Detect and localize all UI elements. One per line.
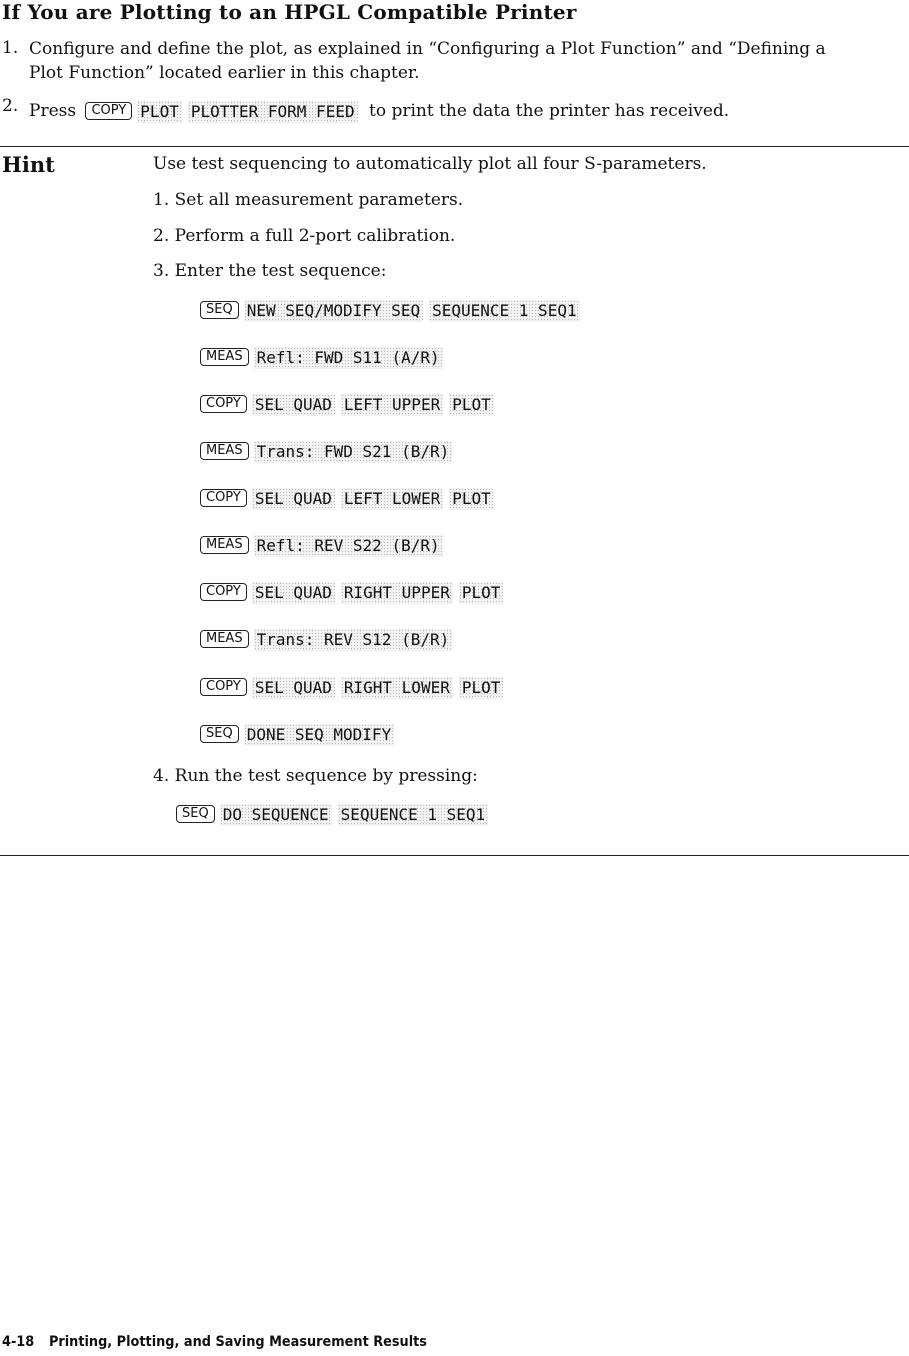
sequence-line [200, 629, 458, 651]
sequence-line [200, 582, 509, 604]
softkey-do-sequence: DO SEQUENCE [220, 804, 332, 826]
seq-key: SEQ [200, 725, 239, 743]
softkey: SEL QUAD [252, 677, 335, 699]
softkey: SEL QUAD [252, 582, 335, 604]
softkey: LEFT LOWER [341, 488, 443, 510]
softkey: PLOT [449, 488, 494, 510]
hint-top-rule [0, 146, 909, 147]
softkey: PLOT [459, 582, 504, 604]
softkey: DONE SEQ MODIFY [244, 724, 395, 746]
sequence-line [200, 300, 586, 322]
hint-step-3-number: 3. [153, 261, 170, 281]
step-2-text [29, 99, 729, 123]
softkey: RIGHT UPPER [341, 582, 453, 604]
softkey-plotter-form-feed: PLOTTER FORM FEED [188, 101, 358, 123]
meas-key: MEAS [200, 536, 249, 554]
hint-bottom-rule [0, 855, 909, 856]
softkey: PLOT [459, 677, 504, 699]
hint-step-3-text: Enter the test sequence: [174, 261, 387, 281]
softkey: NEW SEQ/MODIFY SEQ [244, 300, 423, 322]
softkey-plot: PLOT [137, 101, 182, 123]
hint-step-4-number: 4. [153, 766, 170, 786]
sequence-line [200, 394, 500, 416]
sequence-line [200, 441, 458, 463]
softkey: Refl: FWD S11 (A/R) [254, 347, 443, 369]
hint-step-2-text: Perform a full 2-port calibration. [174, 226, 456, 246]
softkey: SEL QUAD [252, 394, 335, 416]
copy-key: COPY [200, 583, 247, 601]
softkey: SEQUENCE 1 SEQ1 [429, 300, 580, 322]
softkey: SEL QUAD [252, 488, 335, 510]
hint-step-1-text: Set all measurement parameters. [174, 190, 464, 210]
meas-key: MEAS [200, 630, 249, 648]
step-2-number: 2. [2, 96, 19, 116]
chapter-title: Printing, Plotting, and Saving Measurement Results [48, 1334, 427, 1350]
hint-label: Hint [2, 152, 55, 177]
step-2-prefix: Press [29, 101, 77, 121]
step-1-text [29, 37, 826, 85]
copy-key: COPY [200, 489, 247, 507]
sequence-line [200, 677, 509, 699]
copy-key: COPY [200, 678, 247, 696]
copy-key: COPY [85, 102, 132, 120]
softkey: PLOT [449, 394, 494, 416]
softkey-sequence-1-seq1: SEQUENCE 1 SEQ1 [338, 804, 489, 826]
softkey: Trans: FWD S21 (B/R) [254, 441, 453, 463]
seq-key: SEQ [176, 805, 215, 823]
page-footer [2, 1334, 427, 1350]
hint-step-2-number: 2. [153, 226, 170, 246]
step-2-suffix: to print the data the printer has received. [369, 101, 730, 121]
copy-key: COPY [200, 395, 247, 413]
hint-step-1 [153, 188, 463, 212]
seq-key: SEQ [200, 301, 239, 319]
softkey: Trans: REV S12 (B/R) [254, 629, 453, 651]
softkey: RIGHT LOWER [341, 677, 453, 699]
page-number: 4-18 [2, 1334, 35, 1350]
hint-step-1-number: 1. [153, 190, 170, 210]
hint-step-4-text: Run the test sequence by pressing: [174, 766, 478, 786]
step-1-line-2: Plot Function” located earlier in this chapter. [29, 63, 420, 83]
step-1-line-1: Configure and define the plot, as explained in “Configuring a Plot Function” and “Defining a [29, 39, 826, 59]
section-title: If You are Plotting to an HPGL Compatible Printer [2, 0, 577, 24]
hint-step-3 [153, 259, 386, 283]
softkey: LEFT UPPER [341, 394, 443, 416]
hint-step-4 [153, 764, 478, 788]
hint-step-2 [153, 224, 455, 248]
meas-key: MEAS [200, 348, 249, 366]
step-1-number: 1. [2, 38, 19, 58]
sequence-line [200, 488, 500, 510]
run-sequence-line [176, 804, 494, 826]
meas-key: MEAS [200, 442, 249, 460]
hint-intro: Use test sequencing to automatically plot all four S-parameters. [153, 154, 707, 174]
sequence-line [200, 724, 400, 746]
softkey: Refl: REV S22 (B/R) [254, 535, 443, 557]
sequence-line [200, 347, 449, 369]
sequence-line [200, 535, 449, 557]
